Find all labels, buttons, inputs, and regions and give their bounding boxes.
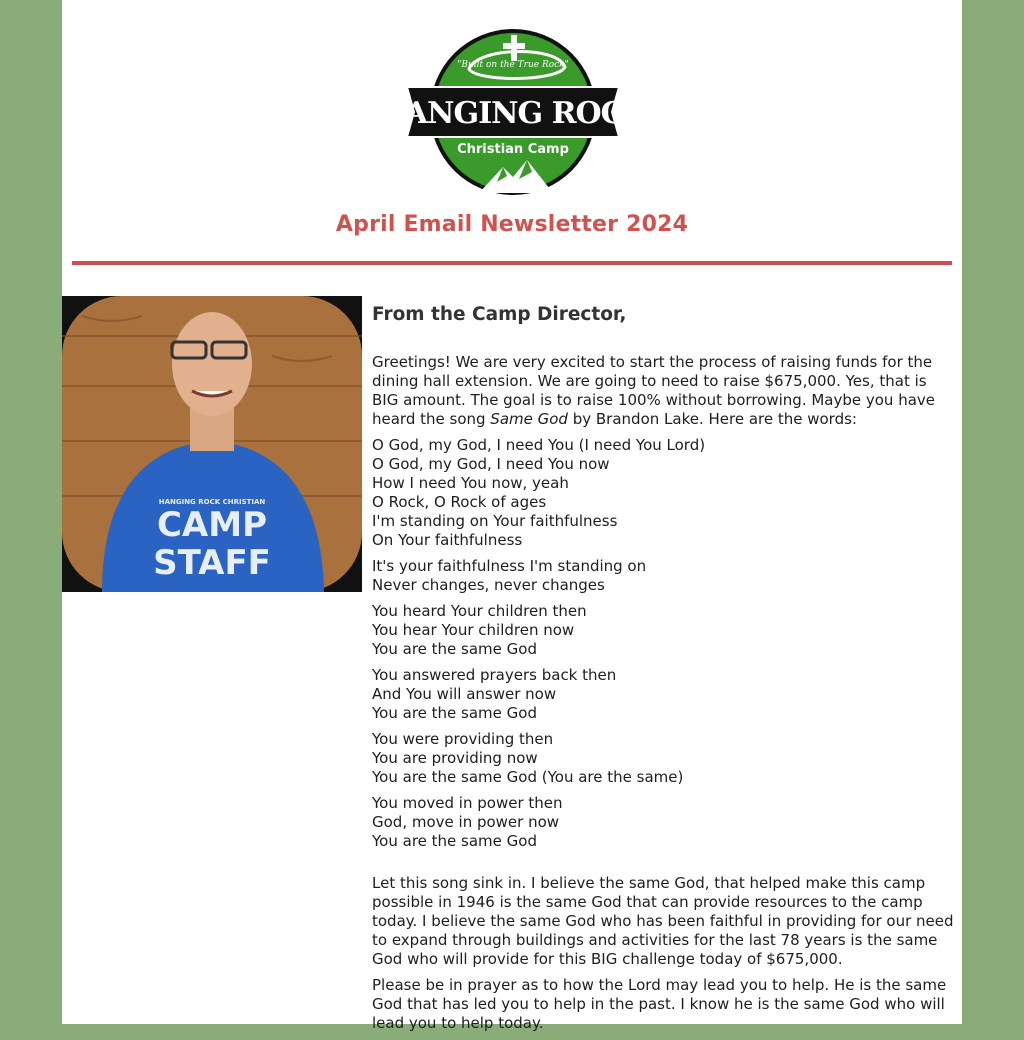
lyric-line: You are the same God xyxy=(372,832,537,850)
lyrics-stanza xyxy=(372,557,956,595)
lyric-line: Never changes, never changes xyxy=(372,576,605,594)
letter-heading: From the Camp Director, xyxy=(372,304,627,325)
lyrics-stanza xyxy=(372,794,956,851)
lyrics-stanza xyxy=(372,666,956,723)
newsletter-page xyxy=(62,0,962,1032)
lyric-line: O God, my God, I need You now xyxy=(372,455,610,473)
lyric-line: God, move in power now xyxy=(372,813,560,831)
song-lyrics xyxy=(372,436,956,851)
logo-tagline: "Built on the True Rock" xyxy=(457,60,569,70)
director-photo xyxy=(62,296,362,592)
lyric-line: On Your faithfulness xyxy=(372,531,523,549)
title-divider xyxy=(72,261,952,265)
intro-paragraph: Greetings! We are very excited to start the process of raising funds for the dining hall extension. We are going to need to raise $675,000. Yes, that is BIG amount. The goal is to raise 100% without borrowing. Maybe you have heard the song Same God by Brandon Lake. Here are the words: xyxy=(372,353,936,428)
logo-emblem xyxy=(377,27,649,197)
lyric-line: It's your faithfulness I'm standing on xyxy=(372,557,647,575)
hanging-rock-logo[interactable] xyxy=(377,27,649,197)
prayer-paragraph: Please be in prayer as to how the Lord may lead you to help. He is the same God that has led you to help in the past. I know he is the same God who will lead you to help today. xyxy=(372,976,947,1032)
song-title: Same God xyxy=(490,410,568,428)
lyric-line: O God, my God, I need You (I need You Lord) xyxy=(372,436,706,454)
lyric-line: And You will answer now xyxy=(372,685,557,703)
lyric-line: You are providing now xyxy=(372,749,538,767)
lyric-line: You moved in power then xyxy=(372,794,563,812)
lyric-line: You are the same God xyxy=(372,640,537,658)
lyric-line: You are the same God (You are the same) xyxy=(372,768,684,786)
lyric-line: You answered prayers back then xyxy=(372,666,617,684)
paragraph-spacer xyxy=(372,858,956,874)
lyric-line: You heard Your children then xyxy=(372,602,587,620)
lyrics-stanza xyxy=(372,436,956,550)
lyric-line: I'm standing on Your faithfulness xyxy=(372,512,618,530)
lyric-line: How I need You now, yeah xyxy=(372,474,569,492)
lyric-line: You are the same God xyxy=(372,704,537,722)
logo-subtitle: Christian Camp xyxy=(457,142,569,157)
shirt-camp-text: CAMP xyxy=(156,505,268,545)
lyric-line: O Rock, O Rock of ages xyxy=(372,493,547,511)
lyrics-stanza xyxy=(372,730,956,787)
lyrics-stanza xyxy=(372,602,956,659)
director-letter xyxy=(372,304,956,1040)
shirt-staff-text: STAFF xyxy=(153,543,271,583)
newsletter-title: April Email Newsletter 2024 xyxy=(335,212,689,237)
closing-paragraph: Let this song sink in. I believe the same God, that helped make this camp possible in 1946 is the same God that can provide resources to the camp today. I believe the same God who has been faithful in providing for our need to expand through buildings and activities for the last 78 years is the same God who will provide for this BIG challenge today of $675,000. xyxy=(372,874,954,968)
shirt-top-text: HANGING ROCK CHRISTIAN xyxy=(158,498,266,506)
lyric-line: You hear Your children now xyxy=(372,621,575,639)
logo-name: HANGING ROCK xyxy=(377,96,649,131)
lyric-line: You were providing then xyxy=(372,730,554,748)
